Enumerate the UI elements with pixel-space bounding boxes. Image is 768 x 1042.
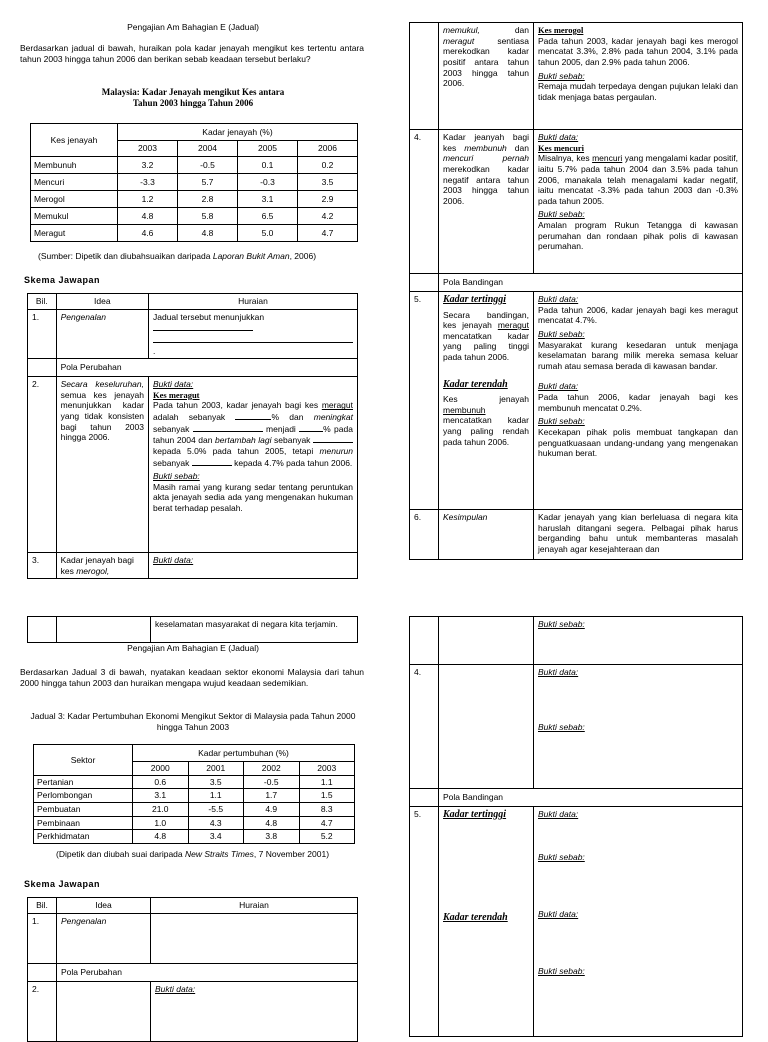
table-row: Pembuatan 21.0 -5.5 4.9 8.3 xyxy=(34,802,355,816)
col-header-rate: Kadar jenayah (%) xyxy=(118,124,358,141)
table-row: Perlombongan 3.1 1.1 1.7 1.5 xyxy=(34,789,355,803)
table-row: Pembinaan 1.0 4.3 4.8 4.7 xyxy=(34,816,355,830)
col-header-case: Kes jenayah xyxy=(31,124,118,157)
skema-heading-2: Skema Jawapan xyxy=(24,879,101,889)
table-row: Meragut 4.6 4.8 5.0 4.7 xyxy=(31,225,358,242)
year-header: 2005 xyxy=(238,141,298,157)
page-title-2: Pengajian Am Bahagian E (Jadual) xyxy=(127,643,259,653)
answer-table-2-continued: Bukti sebab: 4. Bukti data: Bukti sebab: Pola Bandingan 5. Kadar tertinggi Kadar terendah Bukti data: Bukti sebab: Bukti data: Bukti sebab: xyxy=(409,616,743,1037)
table-title-line2: Tahun 2003 hingga Tahun 2006 xyxy=(132,98,254,108)
economy-table: Sektor Kadar pertumbuhan (%) 2000 2001 2002 2003 Pertanian 0.6 3.5 -0.5 1.1 Perlombongan 3.1 1.1 1.7 1.5 Pembuatan 21.0 -5.5 4.9 8.3 Pembinaan 1.0 4.3 4.8 4.7 Perkhidmatan 4.8 3.4 3.8 5.2 xyxy=(33,744,355,844)
table-title-line1: Malaysia: Kadar Jenayah mengikut Kes antara xyxy=(101,87,285,97)
answer-table-continued: memukul, dan meragut sentiasa merekodkan kadar positif antara tahun 2003 hingga tahun 2006. Kes merogol Pada tahun 2003, kadar jenayah bagi kes merogol mencatat 3.3%, 2.8% pada tahun 2004, 3.1% pada tahun 2005, dan 2.9% pada tahun 2006. Bukti sebab: Remaja mudah terpedaya dengan pujukan lelaki dan tidak menjaga batas pergaulan. 4. Kadar jeanyah bagi kes membunuh dan mencuri pernah merekodkan kadar negatif antara tahun 2003 hingga tahun 2006. Bukti data: Kes mencuri Misalnya, kes mencuri yang mengalami kadar positif, iaitu 5.7% pada tahun 2004 dan 3.5% pada tahun 2006, manakala telah menagalami kadar negatif, iaitu mencatat -3.3% pada tahun 2003 dan -0.3% pada tahun 2005. Bukti sebab: Amalan program Rukun Tetangga di kawasan perumahan dan rondaan pihak polis di kawasan perumahan. Pola Bandingan 5. Kadar tertinggi Secara bandingan, kes jenayah meragut mencatatkan kadar yang paling tinggi pada tahun 2006. Kadar terendah Kes jenayah membunuh mencatatkan kadar yang paling rendah pada tahun 2006. Bukti data: Pada tahun 2006, kadar jenayah bagi kes meragut mencatat 4.7%. Bukti sebab: Masyarakat kurang kesedaran untuk menjaga keselamatan barang milik mereka semasa keluar rumah atau semasa berada di kawasan bandar. Bukti data: Pada tahun 2006, kadar jenayah bagi kes membunuh mencatat 0.2%. Bukti sebab: Kecekapan pihak polis membuat tangkapan dan penguatkuasaan undang-undang yang mengenakan hukuman berat. 6. Kesimpulan Kadar jenayah yang kian berleluasa di negara kita haruslah ditangani segera. Pelbagai pihak harus berganding bahu untuk membanteras masalah jenayah agar kesejahteraan dan xyxy=(409,22,743,560)
blank-line xyxy=(153,334,353,343)
table-row: Memukul 4.8 5.8 6.5 4.2 xyxy=(31,208,358,225)
table-row: Perkhidmatan 4.8 3.4 3.8 5.2 xyxy=(34,830,355,844)
table-source: (Sumber: Dipetik dan diubahsuaikan daripada Laporan Bukit Aman, 2006) xyxy=(38,251,317,261)
crime-table xyxy=(30,123,358,242)
skema-heading: Skema Jawapan xyxy=(24,275,101,285)
table-row: Merogol 1.2 2.8 3.1 2.9 xyxy=(31,191,358,208)
page-title: Pengajian Am Bahagian E (Jadual) xyxy=(127,22,259,32)
answer-table-2: Bil. Idea Huraian 1. Pengenalan Pola Perubahan 2. Bukti data: xyxy=(27,897,358,1042)
answer-table: Bil. Idea Huraian 1. Pengenalan Jadual tersebut menunjukkan . Pola Perubahan 2. Secara keseluruhan, semua kes jenayah menunjukkan kadar yang tidak konsisten bagi tahun 2003 hingga 2006. Bukti data: Kes meragut Pada tahun 2003, kadar jenayah bagi kes meragut adalah sebanyak % dan meningkat sebanyak menjadi % pada tahun 2004 dan bertambah lagi sebanyak kepada 5.0% pada tahun 2005, tetapi menurun sebanyak kepada 4.7% pada tahun 2006. Bukti sebab: Masih ramai yang kurang sedar tentang peruntukan akta jenayah sedia ada yang mengenakan hukuman berat terhadap pesalah. 3. Kadar jenayah bagi kes merogol, Bukti data: xyxy=(27,293,358,579)
year-header: 2004 xyxy=(178,141,238,157)
carryover-table: keselamatan masyarakat di negara kita terjamin. xyxy=(27,616,358,643)
question-text: Berdasarkan jadual di bawah, huraikan pola kadar jenayah mengikut kes tertentu antara tahun 2003 hingga tahun 2006 dan berikan sebab keadaan tersebut berlaku? xyxy=(20,43,364,64)
blank-line xyxy=(153,322,253,331)
question-text-2: Berdasarkan Jadual 3 di bawah, nyatakan keadaan sektor ekonomi Malaysia dari tahun 2000 hingga tahun 2003 dan huraikan mengapa wujud keadaan sedemikian. xyxy=(20,667,364,688)
table-row: Pertanian 0.6 3.5 -0.5 1.1 xyxy=(34,775,355,789)
table-source-2: (Dipetik dan diubah suai daripada New Straits Times, 7 November 2001) xyxy=(56,849,330,859)
table-title-2: Jadual 3: Kadar Pertumbuhan Ekonomi Mengikut Sektor di Malaysia pada Tahun 2000 hingga Tahun 2003 xyxy=(30,711,356,732)
year-header: 2003 xyxy=(118,141,178,157)
year-header: 2006 xyxy=(298,141,358,157)
table-row: Membunuh 3.2 -0.5 0.1 0.2 xyxy=(31,157,358,174)
table-row: Mencuri -3.3 5.7 -0.3 3.5 xyxy=(31,174,358,191)
